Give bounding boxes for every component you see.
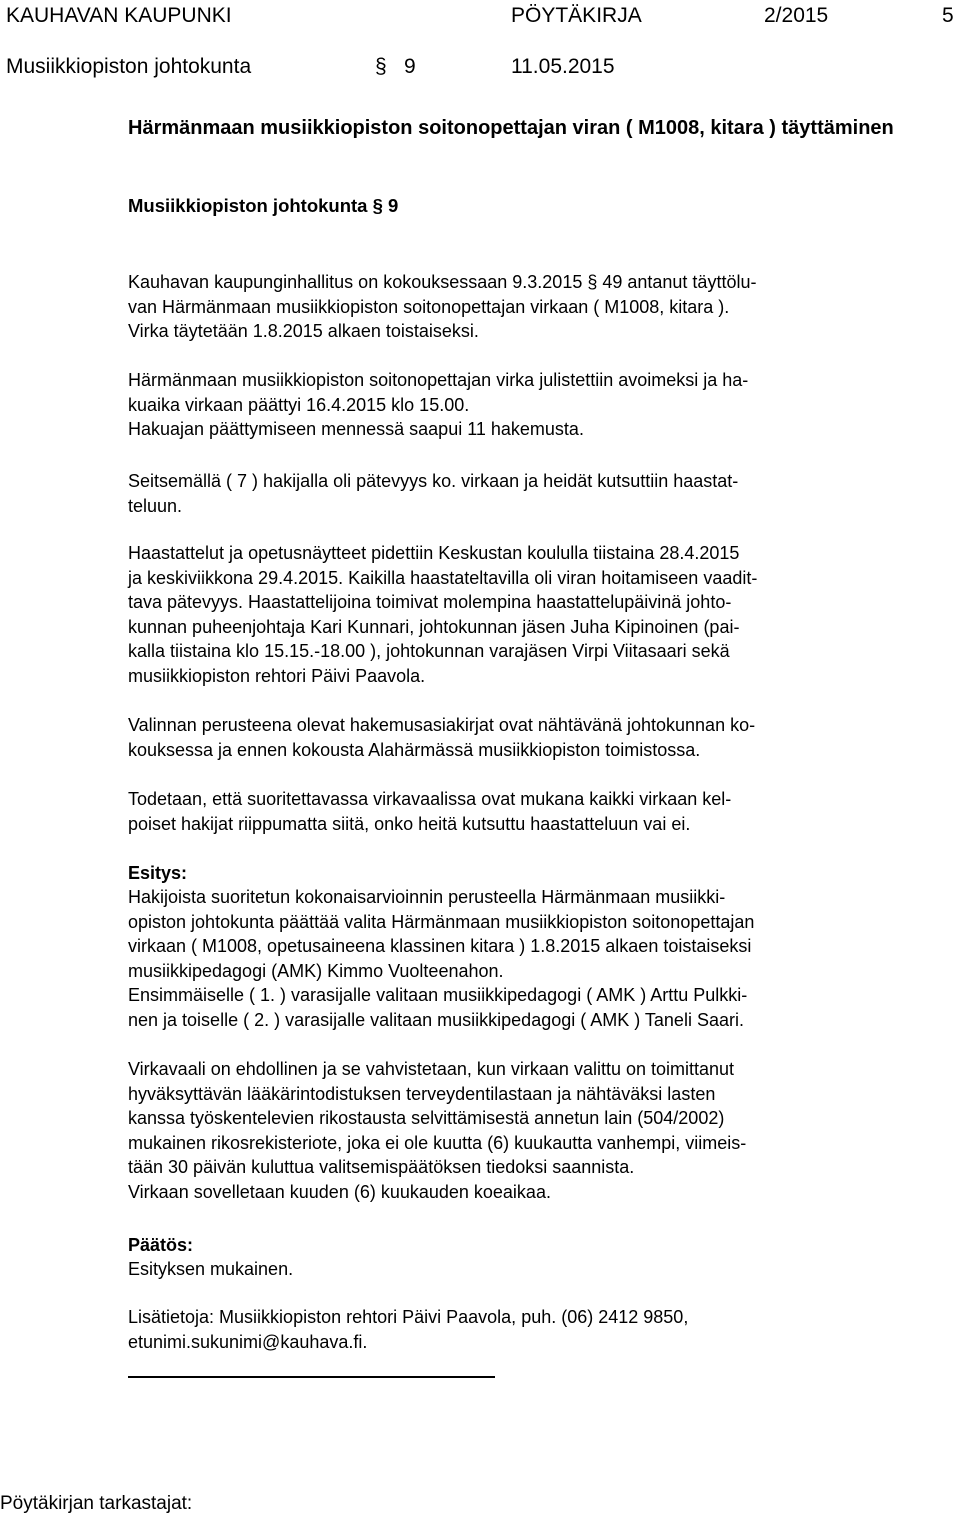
signature-divider: [128, 1376, 495, 1378]
proposal-label: Esitys:: [128, 863, 188, 883]
paragraph-qualified-applicants: Seitsemällä ( 7 ) hakijalla oli pätevyys ko. virkaan ja heidät kutsuttiin haastat- teluun.: [128, 471, 739, 516]
section-number: 9: [404, 55, 416, 78]
paragraph-conditional-appointment: Virkavaali on ehdollinen ja se vahvistetaan, kun virkaan valittu on toimittanut hyväksyttävän lääkärintodistuksen terveydentilastaan ja nähtäväksi lasten kanssa työskentelevien rikostausta selvittämisestä annetun lain (504/2002) mukainen rikosrekisteriote, joka ei ole kuutta (6) kuukautta vanhempi, viimeis- tään 30 päivän kuluttua valitsemispäätöksen tiedoksi saannista. Virkaan sovelletaan kuuden (6) kuukauden koeaikaa.: [128, 1059, 747, 1202]
org-name: KAUHAVAN KAUPUNKI: [6, 4, 232, 27]
decision-label: Päätös:: [128, 1235, 194, 1255]
contact-email: etunimi.sukunimi@kauhava.fi.: [128, 1331, 368, 1352]
proposal-text: Hakijoista suoritetun kokonaisarvioinnin perusteella Härmänmaan musiikki- opiston johtokunta päättää valita Härmänmaan musiikkiopiston soitonopettajan virkaan ( M1008, opetusaineena klassinen kitara ) 1.8.2015 alkaen toistaiseksi musiikkipedagogi (AMK) Kimmo Vuolteenahon. Ensimmäiselle ( 1. ) varasijalle valitaan musiikkipedagogi ( AMK ) Arttu Pulkki- nen ja toiselle ( 2. ) varasijalle valitaan musiikkipedagogi ( AMK ) Taneli Saari.: [128, 887, 755, 1030]
paragraph-eligibility: Todetaan, että suoritettavassa virkavaalissa ovat mukana kaikki virkaan kel- poiset hakijat riippumatta siitä, onko heitä kutsuttu haastatteluun vai ei.: [128, 789, 732, 834]
section-subtitle: Musiikkiopiston johtokunta § 9: [128, 195, 399, 216]
paragraph-documents: Valinnan perusteena olevat hakemusasiakirjat ovat nähtävänä johtokunnan ko- kouksessa ja ennen kokousta Alahärmässä musiikkiopiston toimistossa.: [128, 715, 756, 760]
paragraph-interviews: Haastattelut ja opetusnäytteet pidettiin Keskustan koululla tiistaina 28.4.2015 ja keskiviikkona 29.4.2015. Kaikilla haastateltavilla oli viran hoitamiseen vaadit- tava pätevyys. Haastattelijoina toimivat molempina haastattelupäivinä johto- kunnan puheenjohtaja Kari Kunnari, johtokunnan jäsen Juha Kipinoinen (pai- kalla tiistaina klo 15.15.-18.00 ), johtokunnan varajäsen Virpi Viitasaari sekä musiikkiopiston rehtori Päivi Paavola.: [128, 543, 758, 686]
section-symbol: §: [375, 55, 387, 78]
minutes-reviewers-label: Pöytäkirjan tarkastajat:: [0, 1493, 193, 1514]
meeting-date: 11.05.2015: [511, 55, 615, 78]
document-number: 2/2015: [764, 4, 829, 27]
meeting-body: Musiikkiopiston johtokunta: [6, 55, 252, 78]
document-type: PÖYTÄKIRJA: [511, 4, 642, 27]
paragraph-authorization: Kauhavan kaupunginhallitus on kokouksessaan 9.3.2015 § 49 antanut täyttölu- van Härmänmaan musiikkiopiston soitonopettajan virkaan ( M1008, kitara ). Virka täytetään 1.8.2015 alkaen toistaiseksi.: [128, 272, 757, 341]
paragraph-application-period: Härmänmaan musiikkiopiston soitonopettajan virka julistettiin avoimeksi ja ha- kuaika virkaan päättyi 16.4.2015 klo 15.00. Hakuajan päättymiseen mennessä saapui 11 hakemusta.: [128, 370, 749, 439]
more-information: Lisätietoja: Musiikkiopiston rehtori Päivi Paavola, puh. (06) 2412 9850, etunimi.sukunimi@kauhava.fi.: [128, 1305, 688, 1354]
document-title: Härmänmaan musiikkiopiston soitonopettajan viran ( M1008, kitara ) täyttäminen: [128, 117, 894, 139]
page-number: 5: [942, 4, 954, 27]
decision-text: Esityksen mukainen.: [128, 1259, 294, 1279]
